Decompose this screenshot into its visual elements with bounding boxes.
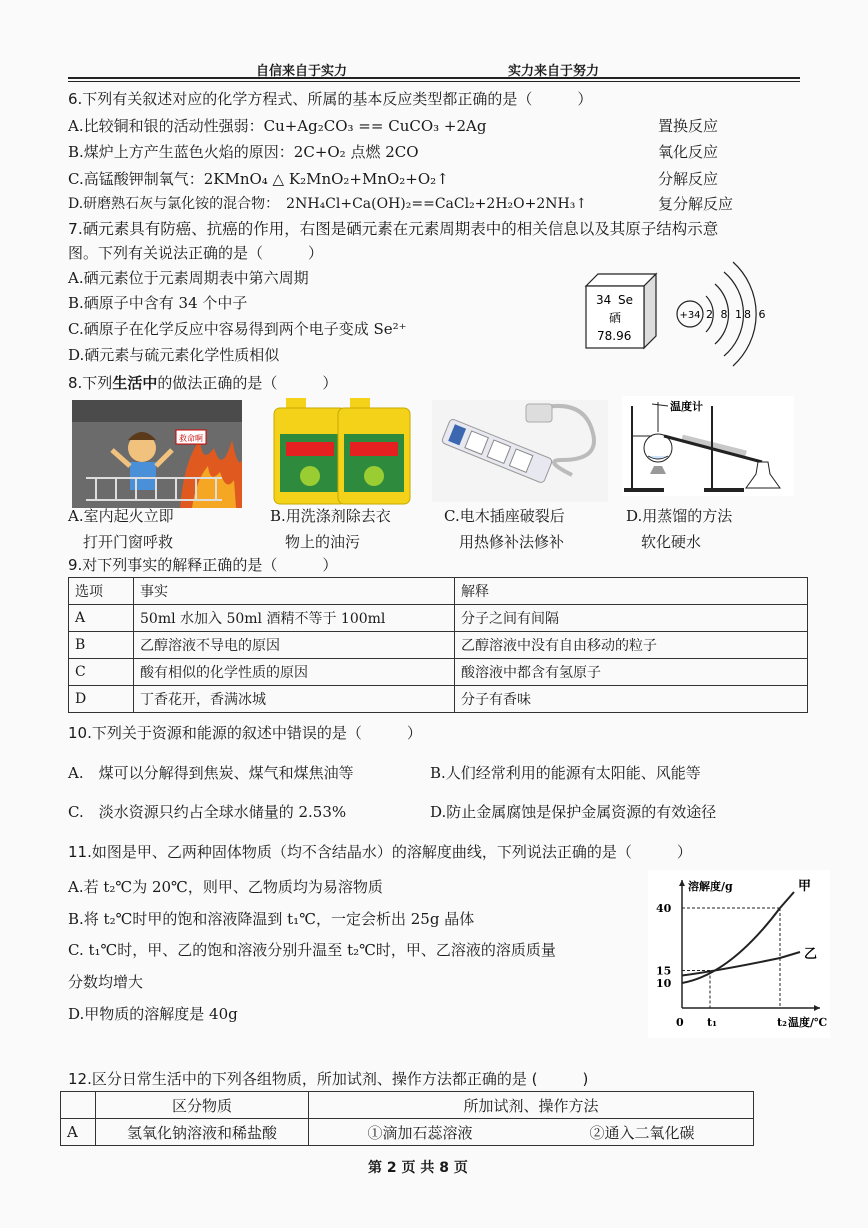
table-cell: 酸有相似的化学性质的原因	[134, 659, 455, 686]
table-header-cell: 事实	[134, 578, 455, 605]
q7-option-c: C.硒原子在化学反应中容易得到两个电子变成 Se²⁺	[68, 320, 407, 338]
table-header-row	[69, 578, 808, 605]
table-header-cell: 所加试剂、操作方法	[309, 1092, 754, 1119]
fire-rescue-image	[72, 400, 242, 508]
x-tick-label: t₁	[707, 1016, 717, 1029]
y-tick-label: 15	[656, 964, 672, 978]
y-tick-label: 40	[656, 902, 672, 915]
q11-option-d: D.甲物质的溶解度是 40g	[68, 1005, 238, 1023]
table-cell: ②通入二氧化碳	[531, 1119, 754, 1146]
element-number: 34	[596, 293, 612, 307]
thermometer-label: 温度计	[670, 400, 703, 413]
q6-option-a-type: 置换反应	[658, 117, 719, 135]
atom-nucleus-label: +34	[679, 310, 701, 321]
element-mass: 78.96	[597, 329, 632, 343]
table-row	[69, 686, 808, 713]
q6-option-d: D.研磨熟石灰与氯化铵的混合物： 2NH₄Cl+Ca(OH)₂==CaCl₂+2H₂O+2NH₃↑	[68, 196, 588, 212]
element-symbol: Se	[618, 293, 633, 307]
table-row	[69, 605, 808, 632]
table-cell: ①滴加石蕊溶液	[309, 1119, 532, 1146]
q7-option-a: A.硒元素位于元素周期表中第六周期	[68, 269, 309, 287]
q10-option-b: B.人们经常利用的能源有太阳能、风能等	[430, 764, 701, 782]
header-motto-left: 自信来自于实力	[256, 64, 348, 79]
distillation-apparatus-image	[622, 396, 794, 496]
table-row	[69, 632, 808, 659]
atom-structure-diagram	[672, 260, 768, 368]
q6-option-b: B.煤炉上方产生蓝色火焰的原因：2C+O₂ 点燃 2CO	[68, 143, 419, 161]
q11-stem: 11.如图是甲、乙两种固体物质（均不含结晶水）的溶解度曲线，下列说法正确的是（ ）	[68, 843, 692, 861]
q10-option-a: A. 煤可以分解得到焦炭、煤气和煤焦油等	[68, 764, 354, 782]
q8-stem-post: 的做法正确的是（ ）	[157, 374, 338, 392]
q8-stem-bold: 生活中	[112, 374, 158, 392]
q12-table	[60, 1091, 754, 1146]
q7-stem-line2: 图。下列有关说法正确的是（ ）	[68, 244, 324, 262]
table-cell: 分子之间有间隔	[455, 605, 808, 632]
q11-option-c-cont: 分数均增大	[68, 973, 144, 991]
power-strip-image	[432, 400, 608, 502]
table-cell: 氢氧化钠溶液和稀盐酸	[96, 1119, 309, 1146]
table-row	[61, 1119, 754, 1146]
q6-option-d-type: 复分解反应	[658, 195, 734, 213]
q9-table	[68, 577, 808, 713]
q9-stem: 9.对下列事实的解释正确的是（ ）	[68, 556, 338, 574]
q8-caption-c2: 用热修补法修补	[444, 533, 565, 551]
page-footer: 第 2 页 共 8 页	[368, 1160, 468, 1176]
q6-option-c: C.高锰酸钾制氧气：2KMnO₄ △ K₂MnO₂+MnO₂+O₂↑	[68, 170, 449, 188]
q7-option-b: B.硒原子中含有 34 个中子	[68, 294, 248, 312]
table-cell: 酸溶液中都含有氢原子	[455, 659, 808, 686]
detergent-bottles-image	[272, 398, 412, 506]
table-header-cell	[61, 1092, 96, 1119]
q6-option-b-type: 氧化反应	[658, 143, 719, 161]
x-tick-label: t₂	[777, 1016, 787, 1029]
table-cell: 50ml 水加入 50ml 酒精不等于 100ml	[134, 605, 455, 632]
q10-option-d: D.防止金属腐蚀是保护金属资源的有效途径	[430, 803, 717, 821]
table-row	[69, 659, 808, 686]
table-header-cell: 选项	[69, 578, 134, 605]
table-header-cell: 解释	[455, 578, 808, 605]
q6-option-a: A.比较铜和银的活动性强弱：Cu+Ag₂CO₃ == CuCO₃ +2Ag	[68, 117, 487, 135]
q6-stem: 6.下列有关叙述对应的化学方程式、所属的基本反应类型都正确的是（ ）	[68, 90, 593, 108]
q8-caption-d1: D.用蒸馏的方法	[626, 507, 733, 525]
table-cell: 乙醇溶液不导电的原因	[134, 632, 455, 659]
q8-caption-c1: C.电木插座破裂后	[444, 507, 565, 525]
header-motto-right: 实力来自于努力	[508, 64, 600, 79]
x-axis-label: 温度/℃	[788, 1016, 828, 1029]
y-axis-label: 溶解度/g	[688, 880, 733, 893]
atom-shells-label: 2 8 18 6	[706, 308, 768, 321]
table-cell: 丁香花开，香满冰城	[134, 686, 455, 713]
q7-stem-line1: 7.硒元素具有防癌、抗癌的作用，右图是硒元素在元素周期表中的相关信息以及其原子结构示意	[68, 220, 719, 238]
header-rule	[68, 77, 800, 79]
q7-option-d: D.硒元素与硫元素化学性质相似	[68, 346, 280, 364]
element-name: 硒	[609, 311, 622, 325]
q6-option-c-type: 分解反应	[658, 170, 719, 188]
solubility-chart	[648, 870, 830, 1038]
table-cell: D	[69, 686, 134, 713]
q8-caption-a2: 打开门窗呼救	[68, 533, 174, 551]
element-cell-figure	[584, 272, 660, 352]
q8-stem-pre: 8.下列	[68, 374, 113, 392]
y-tick-label: 10	[656, 977, 672, 990]
table-cell: 乙醇溶液中没有自由移动的粒子	[455, 632, 808, 659]
q10-option-c: C. 淡水资源只约占全球水储量的 2.53%	[68, 803, 347, 821]
table-cell: B	[69, 632, 134, 659]
fire-sign-text: 救命啊	[179, 434, 203, 443]
series-label-yi: 乙	[804, 947, 818, 962]
q8-caption-a1: A.室内起火立即	[68, 507, 174, 525]
q11-option-c: C. t₁℃时，甲、乙的饱和溶液分别升温至 t₂℃时，甲、乙溶液的溶质质量	[68, 941, 556, 959]
x-tick-label: 0	[676, 1016, 684, 1029]
table-header-row	[61, 1092, 754, 1119]
q10-stem: 10.下列关于资源和能源的叙述中错误的是（ ）	[68, 724, 422, 742]
q8-caption-d2: 软化硬水	[626, 533, 702, 551]
table-cell: A	[69, 605, 134, 632]
q12-stem: 12.区分日常生活中的下列各组物质，所加试剂、操作方法都正确的是 ( )	[68, 1070, 589, 1088]
table-header-cell: 区分物质	[96, 1092, 309, 1119]
table-cell: 分子有香味	[455, 686, 808, 713]
q8-caption-b2: 物上的油污	[270, 533, 361, 551]
table-cell: A	[61, 1119, 96, 1146]
q11-option-a: A.若 t₂℃为 20℃，则甲、乙物质均为易溶物质	[68, 878, 383, 896]
series-label-jia: 甲	[798, 879, 812, 894]
q11-option-b: B.将 t₂℃时甲的饱和溶液降温到 t₁℃，一定会析出 25g 晶体	[68, 910, 475, 928]
table-cell: C	[69, 659, 134, 686]
q8-stem	[68, 373, 337, 393]
header-rule-thin	[68, 81, 800, 82]
q8-caption-b1: B.用洗涤剂除去衣	[270, 507, 391, 525]
